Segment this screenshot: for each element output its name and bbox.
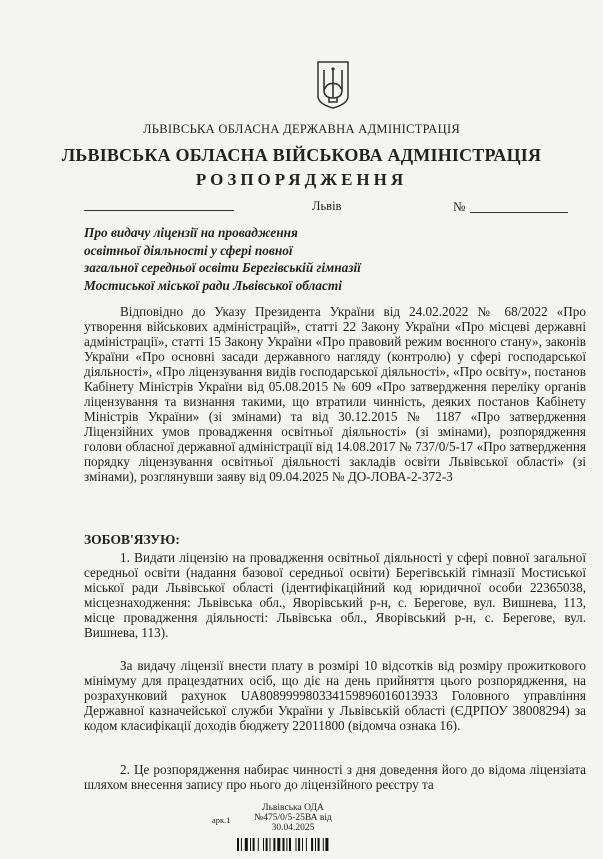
document-type-title: РОЗПОРЯДЖЕННЯ (195, 170, 408, 189)
subject-line: загальної середньої освіти Берегівській гімназії (84, 260, 361, 275)
subject-line: освітньої діяльності у сфері повної (84, 242, 293, 258)
number-blank-line (470, 212, 568, 213)
trident-emblem-icon (316, 60, 350, 110)
sheet-mark: арк.1 (212, 815, 231, 825)
stamp-line: 30.04.2025 (271, 823, 315, 833)
resolution-heading: ЗОБОВ'ЯЗУЮ: (84, 532, 180, 547)
item-2-paragraph: 2. Це розпорядження набирає чинності з дня доведення його до відома ліцензіата шляхом внесення запису про нього до ліцензійного реєстру та (84, 762, 586, 792)
item-1-fee-paragraph: За видачу ліцензії внести плату в розмірі 10 відсотків від розміру прожиткового мінімуму для працездатних осіб, що діє на день прийняття цього розпорядження, на розрахунковий рахунок UA808999980334159896016013933 Головного управління Державної казначейської служби України у Львівській області (ЄДРПОУ 38008294) за кодом класифікації доходів бюджету 22011800 (відомча ознака 16). (84, 658, 586, 733)
date-blank-line (84, 210, 234, 211)
military-administration-title: ЛЬВІВСЬКА ОБЛАСНА ВІЙСЬКОВА АДМІНІСТРАЦІЯ (61, 145, 542, 165)
number-sign: № (453, 199, 466, 214)
barcode-icon (237, 838, 355, 851)
document-subject (84, 224, 424, 294)
subject-line: Про видачу ліцензії на провадження (84, 225, 298, 240)
state-administration-title: ЛЬВІВСЬКА ОБЛАСНА ДЕРЖАВНА АДМІНІСТРАЦІЯ (142, 122, 461, 136)
place-of-issue: Львів (312, 199, 342, 213)
registration-stamp (248, 803, 338, 833)
stamp-line: №475/0/5-25ВА від (254, 813, 332, 823)
item-1-paragraph: 1. Видати ліцензію на провадження освітньої діяльності у сфері повної загальної середньої освіти (надання базової середньої освіти) Берегівській гімназії Мостиської міської ради Львівської області (ідентифікаційний код юридичної особи 22365038, місцезнаходження: Львівська обл., Яворівський р-н, с. Берегове, вул. Вишнева, 113, місце провадження діяльності: Львівська обл., Яворівський р-н, с. Берегове, вул. Вишнева, 113). (84, 550, 586, 640)
subject-line: Мостиської міської ради Львівської області (84, 277, 342, 293)
preamble-paragraph: Відповідно до Указу Президента України від 24.02.2022 № 68/2022 «Про утворення військових адміністрацій», статті 22 Закону України «Про місцеві державні адміністрації», статті 15 Закону України «Про правовий режим воєнного стану», законів України «Про основні засади державного нагляду (контролю) у сфері господарської діяльності», «Про ліцензування видів господарської діяльності», «Про освіту», постанов Кабінету Міністрів України від 05.08.2015 № 609 «Про затвердження переліку органів ліцензування та визнання такими, що втратили чинність, деяких постанов Кабінету Міністрів України» (зі змінами) та від 30.12.2015 № 1187 «Про затвердження Ліцензійних умов провадження освітньої діяльності» (зі змінами), розпорядження голови обласної державної адміністрації від 14.08.2017 № 737/0/5-17 «Про затвердження порядку ліцензування освітньої діяльності закладів освіти Львівської області» (зі змінами), розглянувши заяву від 09.04.2025 № ДО-ЛОВА-2-372-3 (84, 304, 586, 484)
stamp-line: Львівська ОДА (262, 803, 324, 813)
